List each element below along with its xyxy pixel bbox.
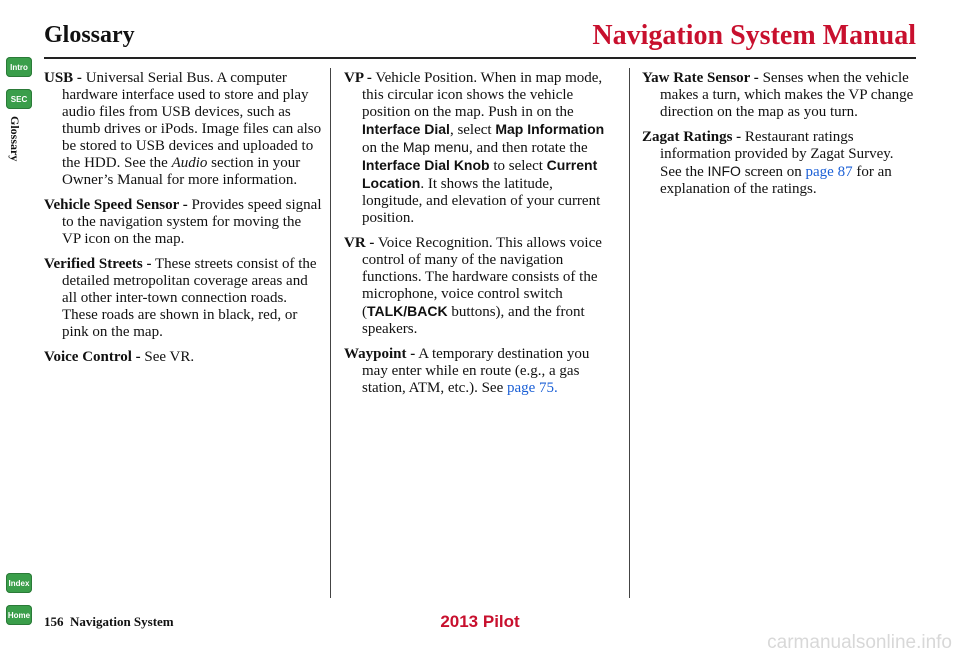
column-3	[642, 70, 918, 206]
entry-voice-control: Voice Control - See VR.	[44, 349, 195, 365]
column-divider	[330, 68, 331, 598]
entry-vp: VP - Vehicle Position. When in map mode, this circular icon shows the vehicle position on the map. Push in on the Interface Dial, select Map Information on the Map menu, and then rotate the Interface Dial Knob to select Current Location. It shows the latitude, longitude, and elevation of your current position.	[344, 70, 605, 226]
manual-title: Navigation System Manual	[592, 20, 916, 51]
entry-vehicle-speed-sensor: Vehicle Speed Sensor - Provides speed signal to the navigation system for moving the VP icon on the map.	[44, 197, 322, 247]
column-divider	[629, 68, 630, 598]
intro-button[interactable]: Intro	[6, 57, 32, 77]
index-button[interactable]: Index	[6, 573, 32, 593]
watermark: carmanualsonline.info	[767, 632, 952, 653]
model-label: 2013 Pilot	[440, 612, 520, 631]
entry-verified-streets: Verified Streets - These streets consist of the detailed metropolitan coverage areas and all other inter-town connection roads. These roads are shown in black, red, or pink on the map.	[44, 256, 317, 340]
page-number: 156	[44, 614, 64, 629]
footer-section: Navigation System	[70, 614, 174, 629]
header-rule	[44, 57, 916, 59]
entry-yaw-rate-sensor: Yaw Rate Sensor - Senses when the vehicle makes a turn, which makes the VP change direction on the map as you turn.	[642, 70, 914, 120]
entry-usb: USB - Universal Serial Bus. A computer hardware interface used to store and play audio files from USB devices, such as thumb drives or iPods. Image files can also be stored to USB devices and uploaded to the HDD. See the Audio section in your Owner’s Manual for more information.	[44, 70, 322, 188]
column-2	[344, 70, 616, 405]
page-87-link[interactable]: page 87	[805, 164, 853, 180]
vertical-section-label: Glossary	[8, 116, 22, 162]
home-button[interactable]: Home	[6, 605, 32, 625]
column-1	[44, 70, 322, 374]
term-usb: USB -	[44, 70, 82, 86]
sec-button[interactable]: SEC	[6, 89, 32, 109]
entry-zagat-ratings: Zagat Ratings - Restaurant ratings information provided by Zagat Survey. See the INFO screen on page 87 for an explanation of the ratings.	[642, 129, 894, 197]
entry-vr: VR - Voice Recognition. This allows voice control of many of the navigation functions. The hardware consists of the microphone, voice control switch (TALK/BACK buttons), and the front speakers.	[344, 235, 602, 337]
page-75-link[interactable]: page 75.	[506, 380, 558, 396]
entry-waypoint: Waypoint - A temporary destination you may enter while en route (e.g., a gas station, ATM, etc.). See page 75.	[344, 346, 590, 396]
page-section-title: Glossary	[44, 22, 135, 48]
